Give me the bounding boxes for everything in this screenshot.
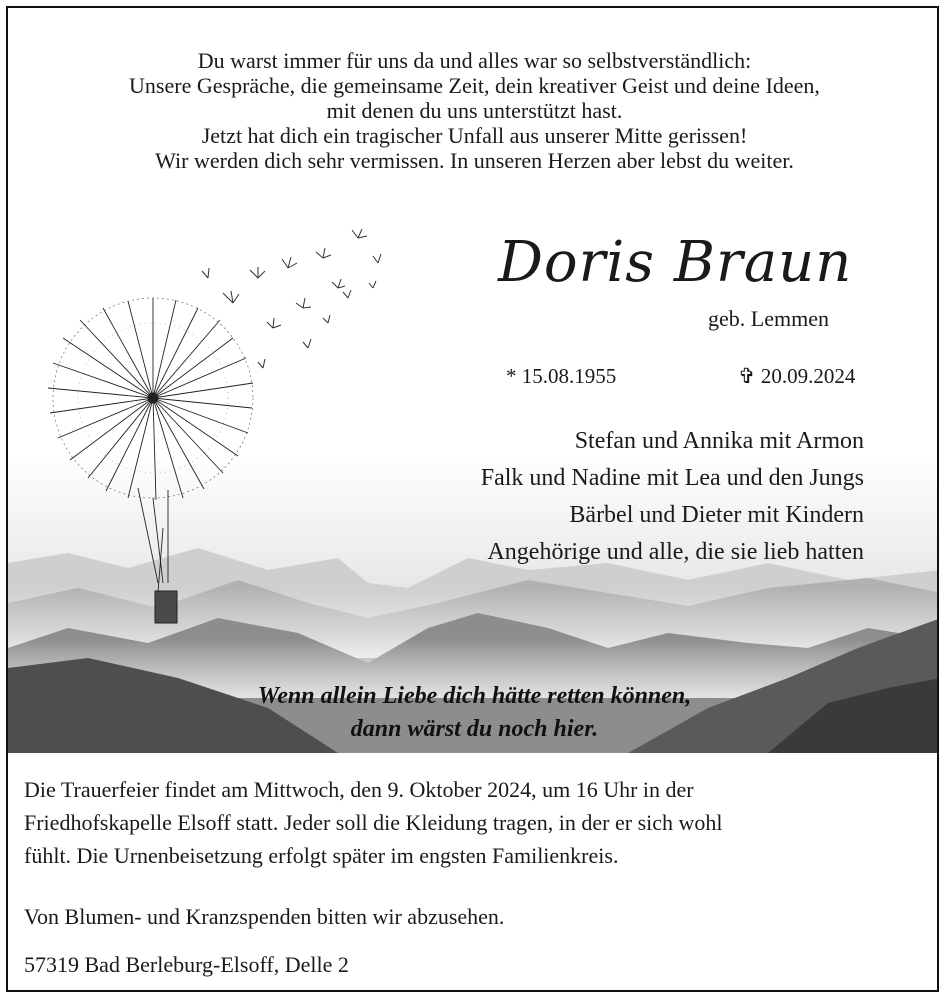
mourner-line: Falk und Nadine mit Lea und den Jungs <box>480 465 864 491</box>
intro-line: Unsere Gespräche, die gemeinsame Zeit, dein kreativer Geist und deine Ideen, <box>129 73 820 98</box>
mourners-list <box>481 423 864 571</box>
mourner-line: Bärbel und Dieter mit Kindern <box>569 502 864 528</box>
intro-line: Jetzt hat dich ein tragischer Unfall aus unserer Mitte gerissen! <box>201 123 748 148</box>
memorial-quote <box>8 680 939 746</box>
funeral-line: Friedhofskapelle Elsoff statt. Jeder soll die Kleidung tragen, in der er sich wohl <box>24 810 723 835</box>
family-address: 57319 Bad Berleburg-Elsoff, Delle 2 <box>24 952 349 977</box>
birth-name: geb. Lemmen <box>708 306 829 331</box>
mourner-line: Stefan und Annika mit Armon <box>574 428 864 454</box>
flowers-note: Von Blumen- und Kranzspenden bitten wir abzusehen. <box>24 904 505 929</box>
quote-line: Wenn allein Liebe dich hätte retten können, <box>257 683 692 709</box>
intro-verse <box>8 48 939 173</box>
funeral-line: Die Trauerfeier findet am Mittwoch, den 9. Oktober 2024, um 16 Uhr in der <box>24 777 694 802</box>
deceased-name: Doris Braun <box>498 230 853 295</box>
intro-line: Wir werden dich sehr vermissen. In unseren Herzen aber lebst du weiter. <box>155 148 794 173</box>
quote-line: dann wärst du noch hier. <box>350 716 599 742</box>
birth-date: * 15.08.1955 <box>506 364 617 388</box>
obituary-notice <box>6 6 939 992</box>
intro-line: Du warst immer für uns da und alles war so selbstverständlich: <box>197 48 752 73</box>
funeral-line: fühlt. Die Urnenbeisetzung erfolgt später im engsten Familienkreis. <box>24 843 619 868</box>
mourner-line: Angehörige und alle, die sie lieb hatten <box>487 539 864 565</box>
intro-line: mit denen du uns unterstützt hast. <box>326 98 623 123</box>
funeral-details <box>24 773 929 872</box>
balloon-basket <box>155 591 177 623</box>
death-date: ✞ 20.09.2024 <box>738 364 856 388</box>
